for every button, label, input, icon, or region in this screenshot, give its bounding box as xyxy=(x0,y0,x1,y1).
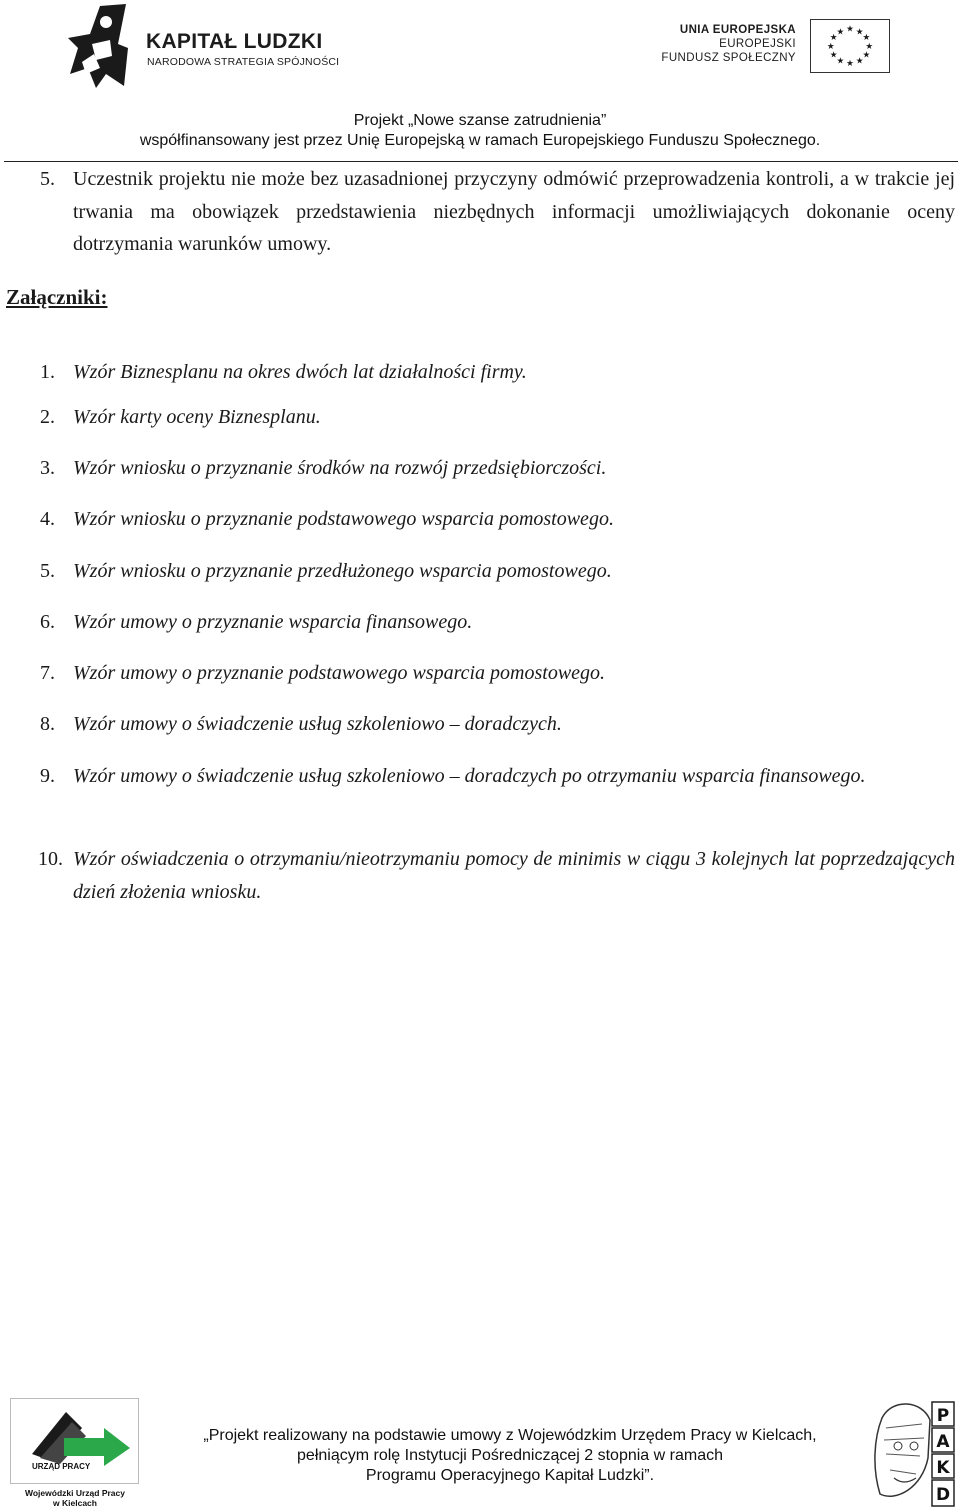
attachment-item xyxy=(40,452,955,485)
logo-title: KAPITAŁ LUDZKI xyxy=(146,30,323,53)
attachment-item xyxy=(40,555,955,588)
pakd-letter-p: P xyxy=(936,1406,950,1426)
attachment-text: Wzór umowy o świadczenie usług szkoleniowo – doradczych. xyxy=(73,713,562,735)
eu-logo-line-3: FUNDUSZ SPOŁECZNY xyxy=(661,52,796,64)
attachment-number: 2. xyxy=(40,406,55,428)
attachment-number: 1. xyxy=(40,361,55,383)
paragraph-5 xyxy=(40,163,955,261)
footer-text-line-2: pełniącym rolę Instytucji Pośredniczącej 2 stopnia w ramach xyxy=(297,1447,723,1464)
attachment-text: Wzór wniosku o przyznanie podstawowego wsparcia pomostowego. xyxy=(73,508,614,530)
svg-text:★: ★ xyxy=(836,27,845,38)
attachment-number: 6. xyxy=(40,611,55,633)
attachment-item xyxy=(40,843,955,908)
pakd-letter-d: D xyxy=(935,1485,951,1505)
svg-text:★: ★ xyxy=(855,27,864,38)
eu-logo xyxy=(660,16,892,76)
wup-caption-line-1: Wojewódzki Urząd Pracy xyxy=(25,1488,125,1498)
svg-text:★: ★ xyxy=(829,33,838,44)
eu-logo-line-2: EUROPEJSKI xyxy=(719,38,796,50)
wup-caption-line-2: w Kielcach xyxy=(53,1498,97,1508)
svg-text:★: ★ xyxy=(829,50,838,61)
footer-text-line-3: Programu Operacyjnego Kapitał Ludzki”. xyxy=(365,1467,655,1484)
attachment-item xyxy=(40,657,955,690)
attachment-text: Wzór umowy o świadczenie usług szkoleniowo – doradczych po otrzymaniu wsparcia finansowego. xyxy=(73,765,866,787)
svg-text:★: ★ xyxy=(862,50,871,61)
attachment-number: 3. xyxy=(40,457,55,479)
svg-text:★: ★ xyxy=(846,59,854,70)
attachment-item xyxy=(40,503,955,536)
attachment-number: 7. xyxy=(40,662,55,684)
attachment-item xyxy=(40,760,955,793)
eu-logo-line-1: UNIA EUROPEJSKA xyxy=(679,24,796,36)
svg-text:★: ★ xyxy=(862,33,871,44)
attachment-number: 9. xyxy=(40,765,55,787)
project-title: Projekt „Nowe szanse zatrudnienia” xyxy=(353,112,607,129)
svg-text:★: ★ xyxy=(855,56,864,67)
attachment-text: Wzór umowy o przyznanie wsparcia finansowego. xyxy=(73,611,473,633)
attachment-number: 4. xyxy=(40,508,55,530)
attachment-number: 5. xyxy=(40,560,55,582)
svg-text:★: ★ xyxy=(865,41,874,52)
attachment-text: Wzór wniosku o przyznanie przedłużonego wsparcia pomostowego. xyxy=(73,560,612,582)
attachment-text: Wzór Biznesplanu na okres dwóch lat działalności firmy. xyxy=(73,361,527,383)
svg-text:★: ★ xyxy=(836,56,845,67)
attachment-text: Wzór karty oceny Biznesplanu. xyxy=(73,406,321,428)
attachment-number: 8. xyxy=(40,713,55,735)
kapital-ludzki-logo xyxy=(66,4,346,90)
paragraph-text: Uczestnik projektu nie może bez uzasadnionej przyczyny odmówić przeprowadzenia kontroli, a w trakcie jej trwania ma obowiązek przedstawienia niezbędnych informacji umożliwiających dokonanie oceny dotrzymania warunków umowy. xyxy=(73,168,955,255)
attachment-item xyxy=(40,401,955,434)
attachment-text: Wzór umowy o przyznanie podstawowego wsparcia pomostowego. xyxy=(73,662,606,684)
pakd-letter-k: K xyxy=(936,1458,950,1478)
attachment-item xyxy=(40,606,955,639)
attachment-text: Wzór oświadczenia o otrzymaniu/nieotrzymaniu pomocy de minimis w ciągu 3 kolejnych lat poprzedzających dzień złożenia wniosku. xyxy=(73,848,955,903)
pakd-letter-a: A xyxy=(936,1432,950,1452)
wup-kielce-logo xyxy=(10,1398,140,1510)
attachment-item xyxy=(40,356,955,389)
attachment-item xyxy=(40,708,955,741)
pakd-face-icon xyxy=(872,1398,956,1510)
pakd-logo xyxy=(872,1398,956,1510)
attachment-text: Wzór wniosku o przyznanie środków na rozwój przedsiębiorczości. xyxy=(73,457,607,479)
attachments-heading: Załączniki: xyxy=(6,285,108,309)
footer-text-line-1: „Projekt realizowany na podstawie umowy z Wojewódzkim Urzędem Pracy w Kielcach, xyxy=(203,1427,817,1444)
attachment-number: 10. xyxy=(38,848,63,870)
logo-subtitle: NARODOWA STRATEGIA SPÓJNOŚCI xyxy=(147,56,340,68)
urzad-pracy-label: URZĄD PRACY xyxy=(32,1462,91,1471)
header-divider xyxy=(4,161,958,162)
urzad-pracy-arrow-icon xyxy=(24,1404,134,1468)
paragraph-number: 5. xyxy=(40,168,55,190)
kapital-ludzki-emblem-icon xyxy=(66,4,136,90)
eu-flag-icon xyxy=(810,19,890,73)
project-cofinancing: współfinansowany jest przez Unię Europejską w ramach Europejskiego Funduszu Społecznego. xyxy=(139,132,821,149)
svg-text:★: ★ xyxy=(846,24,854,35)
svg-text:★: ★ xyxy=(826,41,835,52)
